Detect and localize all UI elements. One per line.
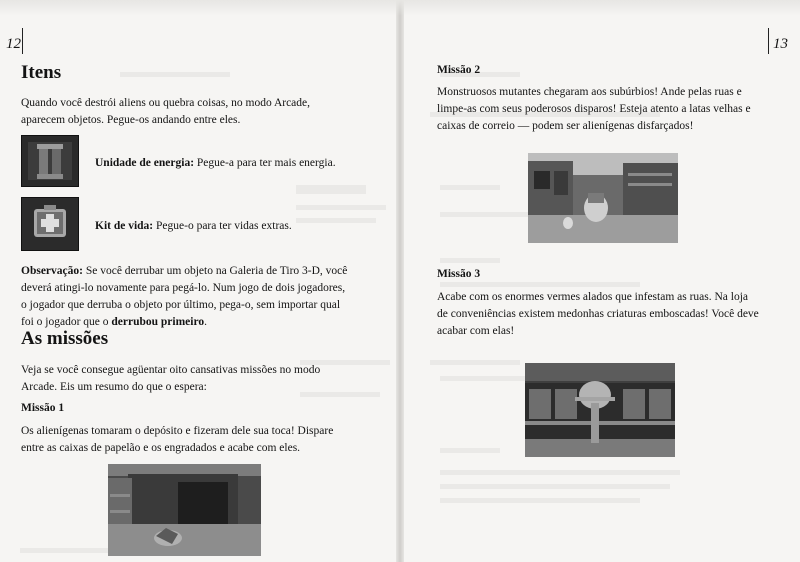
warehouse-screenshot [108,464,261,556]
itens-intro-line: aparecem objetos. Pegue-os andando entre eles. [21,114,241,126]
mission2-description [437,84,751,135]
health-kit-icon [21,197,79,251]
mission3-line: de conveniências existem medonhas criaturas emboscadas! Você deve [437,308,759,320]
observation-note [21,263,347,331]
mission3-title: Missão 3 [437,268,481,280]
missions-intro-line: Veja se você consegue agüentar oito cansativas missões no modo [21,364,321,376]
note-line: Se você derrubar um objeto na Galeria de Tiro 3-D, você [82,265,348,277]
energy-unit-icon [21,135,79,187]
missions-intro [21,362,320,396]
itens-intro-line: Quando você destrói aliens ou quebra coisas, no modo Arcade, [21,97,311,109]
margin-rule-right [768,28,769,54]
page-number-left: 12 [6,36,21,52]
note-line: foi o jogador que o [21,316,112,328]
item-energy-text: Pegue-a para ter mais energia. [194,157,336,169]
mission2-line: Monstruosos mutantes chegaram aos subúrbios! Ande pelas ruas e [437,86,742,98]
street-shop-screenshot [525,363,675,457]
mission1-description [21,423,333,457]
note-label: Observação: [21,265,83,277]
note-line-end: . [204,316,208,328]
item-health-label: Kit de vida: [95,220,154,232]
itens-intro [21,95,310,129]
mission3-line: acabar com elas! [437,325,515,337]
missions-intro-line: Arcade. Eis um resumo do que o espera: [21,381,207,393]
page-number-right: 13 [773,36,788,52]
note-bold-phrase: derrubou primeiro [111,316,205,328]
note-line: o jogador que derruba o objeto por último, pega-o, sem importar qual [21,299,341,311]
mission2-title: Missão 2 [437,64,481,76]
note-line: deverá atingi-lo novamente para pegá-lo. Num jogo de dois jogadores, [21,282,346,294]
mission3-line: Acabe com os enormes vermes alados que infestam as ruas. Na loja [437,291,749,303]
mission1-line: entre as caixas de papelão e os engradados e acabe com eles. [21,442,301,454]
mission3-description [437,289,759,340]
item-health-kit [95,218,292,235]
suburb-screenshot [528,153,678,243]
mission2-line: limpe-as com seus poderosos disparos! Esteja atento a latas velhas e [437,103,751,115]
item-health-text: Pegue-o para ter vidas extras. [153,220,292,232]
item-energy-unit [95,155,336,172]
item-energy-label: Unidade de energia: [95,157,195,169]
margin-rule-left [22,28,23,54]
missions-heading: As missões [21,328,109,349]
mission2-line: caixas de correio — podem ser alienígenas disfarçados! [437,120,694,132]
mission1-line: Os alienígenas tomaram o depósito e fizeram dele sua toca! Dispare [21,425,334,437]
book-gutter [396,0,404,562]
mission1-title: Missão 1 [21,402,65,414]
itens-heading: Itens [21,62,62,83]
page-top-shadow [0,0,800,16]
